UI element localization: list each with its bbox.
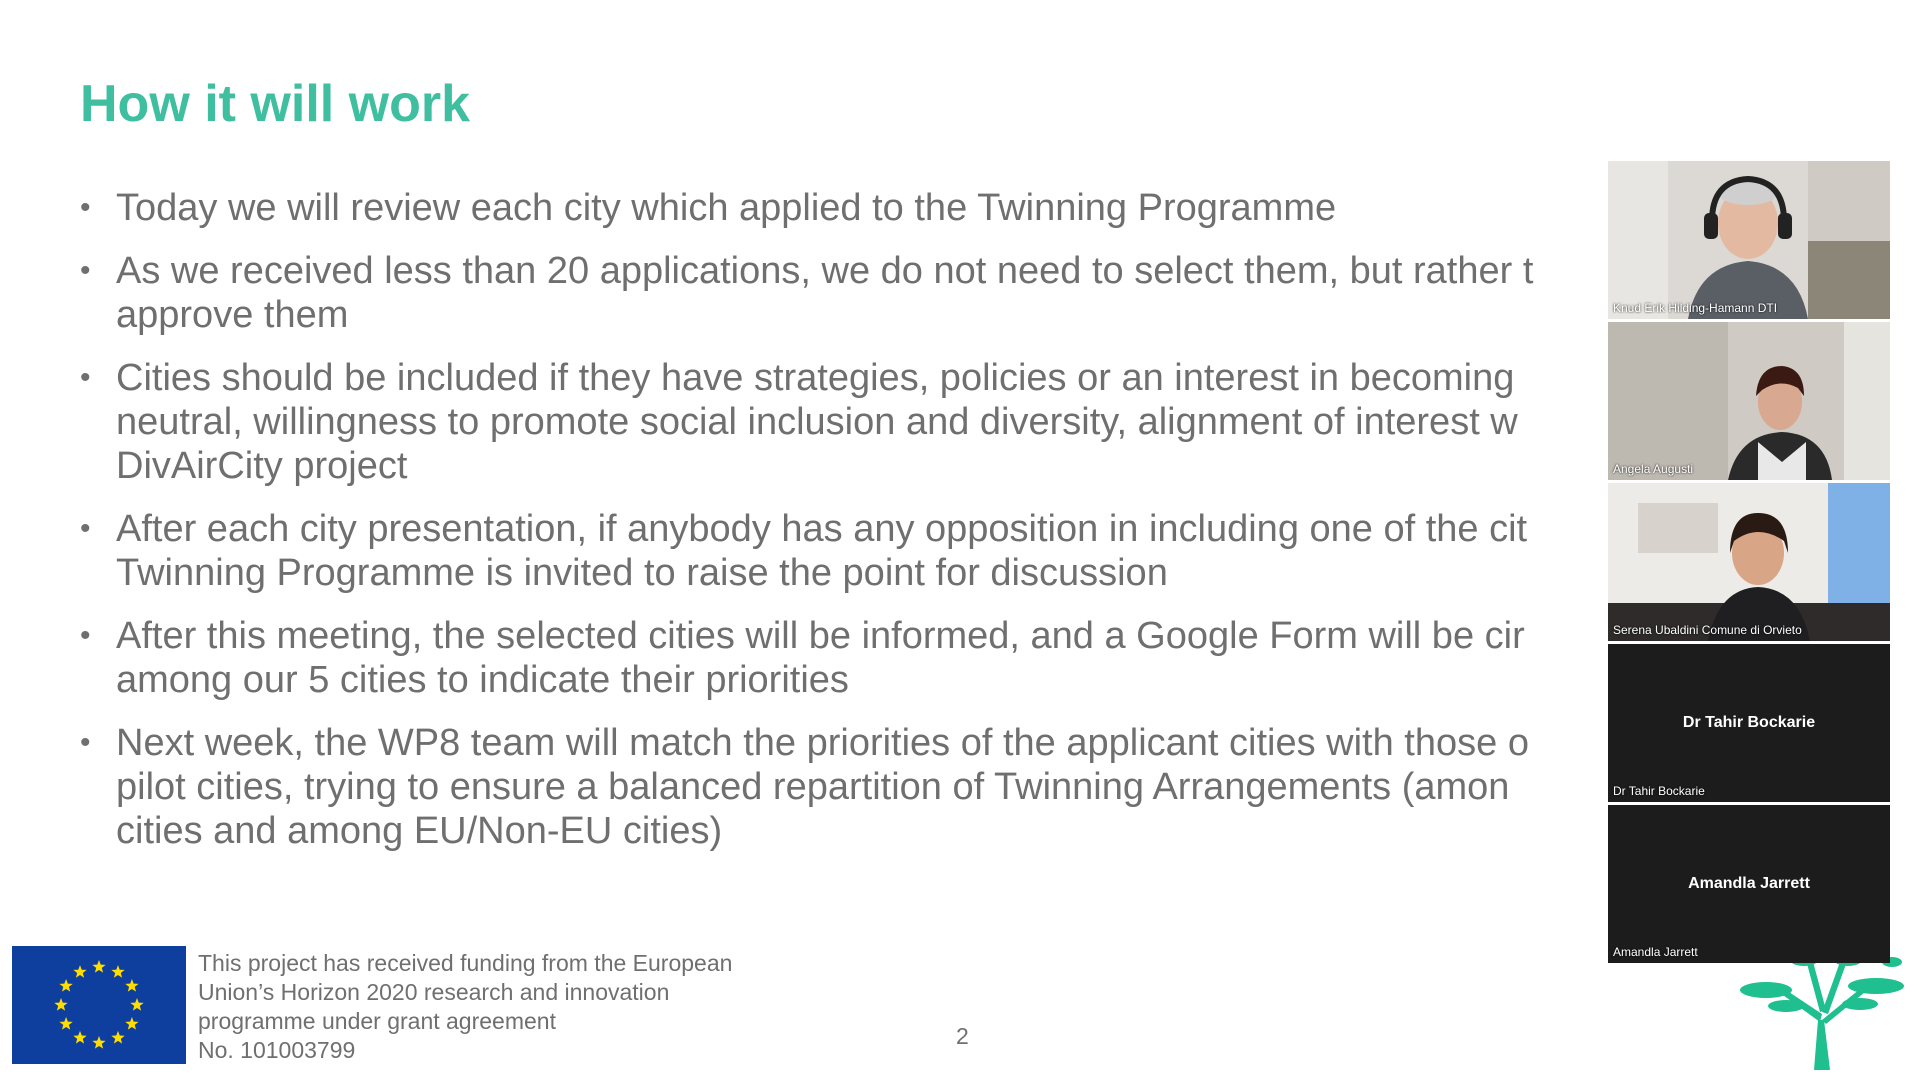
eu-flag-icon — [12, 946, 186, 1064]
tree-logo-icon — [1736, 950, 1906, 1070]
eu-star-icon — [73, 1031, 86, 1044]
bullet-text: Next week, the WP8 team will match the priorities of the applicant cities with those o — [116, 722, 1529, 764]
eu-star-icon — [59, 979, 72, 992]
bullet-text: DivAirCity project — [116, 445, 408, 487]
participant-name: Amandla Jarrett — [1613, 945, 1698, 959]
bullet-text: Today we will review each city which applied to the Twinning Programme — [116, 187, 1337, 229]
eu-star-icon — [59, 1017, 72, 1030]
bullet-text: approve them — [116, 294, 349, 336]
bullet-text: Cities should be included if they have strategies, policies or an interest in becoming — [116, 357, 1515, 399]
bullet-text: neutral, willingness to promote social inclusion and diversity, alignment of interest w — [116, 401, 1518, 443]
bullet-list — [78, 186, 1678, 872]
eu-star-icon — [125, 1017, 138, 1030]
bullet-text: After each city presentation, if anybody has any opposition in including one of the cit — [116, 508, 1528, 550]
participant-display-name: Dr Tahir Bockarie — [1682, 714, 1816, 731]
eu-star-icon — [92, 1036, 105, 1049]
participant-tile[interactable] — [1608, 483, 1890, 641]
eu-star-icon — [111, 1031, 124, 1044]
bullet-dot-icon: • — [80, 726, 91, 759]
bullet-item — [78, 356, 1678, 488]
participant-name: Dr Tahir Bockarie — [1613, 784, 1705, 798]
eu-star-icon — [125, 979, 138, 992]
participant-video — [1608, 161, 1890, 319]
funding-line: programme under grant agreement — [198, 1008, 556, 1034]
eu-stars-icon — [12, 946, 186, 1064]
page-number: 2 — [956, 1023, 969, 1049]
slide-title: How it will work — [80, 75, 471, 133]
eu-star-icon — [73, 965, 86, 978]
participant-tile[interactable] — [1608, 805, 1890, 963]
bullet-dot-icon: • — [80, 361, 91, 394]
participant-video — [1608, 483, 1890, 641]
eu-star-icon — [92, 960, 105, 973]
bullet-item — [78, 186, 1678, 230]
bullet-dot-icon: • — [80, 512, 91, 545]
participant-name: Knud Erik Hilding-Hamann DTI — [1613, 301, 1778, 315]
bullet-item — [78, 721, 1678, 853]
bullet-text: Twinning Programme is invited to raise the point for discussion — [116, 552, 1168, 594]
bullet-dot-icon: • — [80, 191, 91, 224]
participants-panel — [1608, 161, 1890, 963]
funding-statement — [198, 949, 808, 1065]
bullet-text: pilot cities, trying to ensure a balanced repartition of Twinning Arrangements (amon — [116, 766, 1510, 808]
participant-name: Angela Augusti — [1613, 462, 1694, 476]
bullet-item — [78, 507, 1678, 595]
bullet-text: As we received less than 20 applications, we do not need to select them, but rather t — [116, 250, 1534, 292]
bullet-text: among our 5 cities to indicate their priorities — [116, 659, 849, 701]
bullet-dot-icon: • — [80, 254, 91, 287]
bullet-text: After this meeting, the selected cities will be informed, and a Google Form will be cir — [116, 615, 1525, 657]
eu-star-icon — [54, 998, 67, 1011]
participant-name: Serena Ubaldini Comune di Orvieto — [1613, 623, 1802, 637]
funding-line: No. 101003799 — [198, 1037, 356, 1063]
funding-line: This project has received funding from the European — [198, 950, 733, 976]
participant-display-name: Amandla Jarrett — [1688, 875, 1810, 892]
bullet-text: cities and among EU/Non-EU cities) — [116, 810, 723, 852]
eu-star-icon — [130, 998, 143, 1011]
participant-video — [1608, 322, 1890, 480]
bullet-item — [78, 614, 1678, 702]
eu-star-icon — [111, 965, 124, 978]
participant-tile[interactable] — [1608, 644, 1890, 802]
participant-tile[interactable] — [1608, 322, 1890, 480]
bullet-item — [78, 249, 1678, 337]
funding-line: Union’s Horizon 2020 research and innovation — [198, 979, 670, 1005]
participant-tile[interactable] — [1608, 161, 1890, 319]
bullet-dot-icon: • — [80, 619, 91, 652]
